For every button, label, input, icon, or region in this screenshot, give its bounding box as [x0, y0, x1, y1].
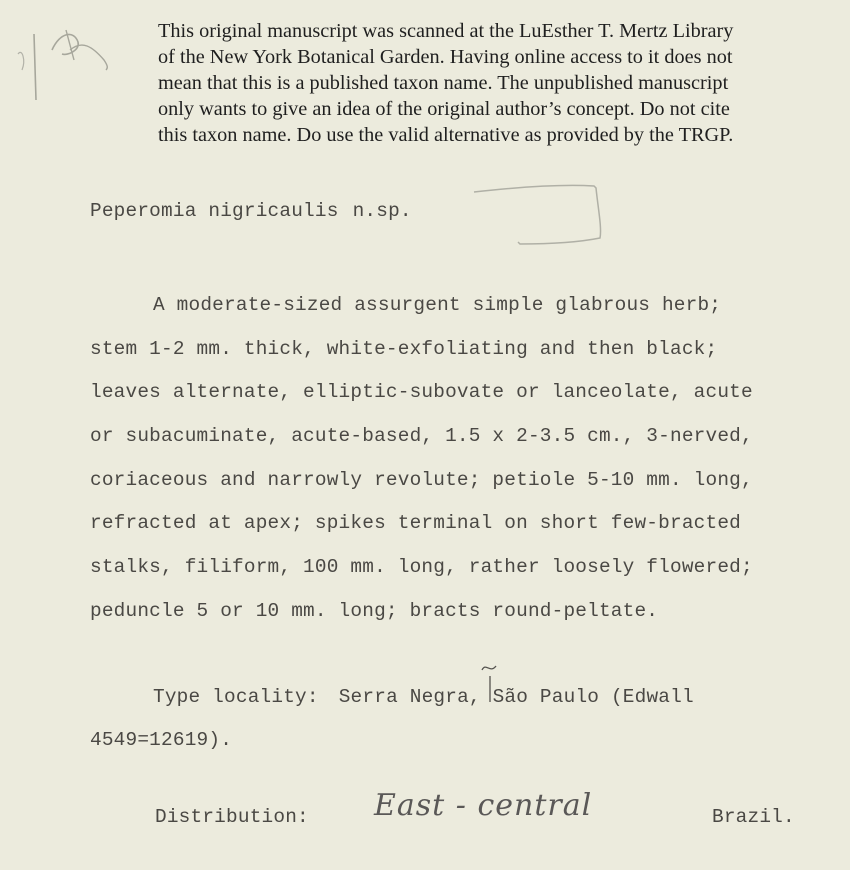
description-line: A moderate-sized assurgent simple glabrous herb; — [153, 294, 722, 316]
description-line: refracted at apex; spikes terminal on short few-bracted — [90, 512, 741, 535]
species-status: n.sp. — [352, 200, 412, 222]
description-line: stem 1-2 mm. thick, white-exfoliating and then black; — [90, 337, 718, 360]
description-line: peduncle 5 or 10 mm. long; bracts round-peltate. — [90, 599, 659, 622]
notice-line: mean that this is a published taxon name. The unpublished manuscript — [158, 72, 729, 94]
type-locality-specimen: 4549=12619). — [90, 729, 233, 751]
species-title — [90, 200, 412, 222]
description-line: coriaceous and narrowly revolute; petiole 5-10 mm. long, — [90, 468, 753, 491]
species-description — [90, 284, 753, 634]
pencil-box-mark — [470, 178, 610, 250]
type-locality-label: Type locality: — [153, 686, 319, 708]
handwritten-correction-mark — [478, 660, 508, 704]
notice-line: only wants to give an idea of the original author’s concept. Do not cite — [158, 98, 730, 120]
pencil-annotation-mark — [8, 20, 118, 110]
notice-line: this taxon name. Do use the valid alternative as provided by the TRGP. — [158, 124, 734, 146]
type-locality — [90, 676, 694, 762]
distribution-handwritten-region: East - central — [374, 788, 593, 823]
notice-line: of the New York Botanical Garden. Having online access to it does not — [158, 46, 733, 68]
species-name: Peperomia nigricaulis — [90, 200, 339, 222]
description-line: or subacuminate, acute-based, 1.5 x 2-3.5 cm., 3-nerved, — [90, 425, 753, 448]
type-locality-value: Serra Negra, São Paulo (Edwall — [338, 686, 694, 708]
distribution-country: Brazil. — [712, 806, 795, 828]
library-scan-notice — [158, 18, 798, 148]
description-line: stalks, filiform, 100 mm. long, rather loosely flowered; — [90, 556, 753, 579]
notice-line: This original manuscript was scanned at the LuEsther T. Mertz Library — [158, 20, 734, 42]
description-line: leaves alternate, elliptic-subovate or lanceolate, acute — [90, 381, 753, 404]
distribution-label: Distribution: — [155, 806, 309, 828]
